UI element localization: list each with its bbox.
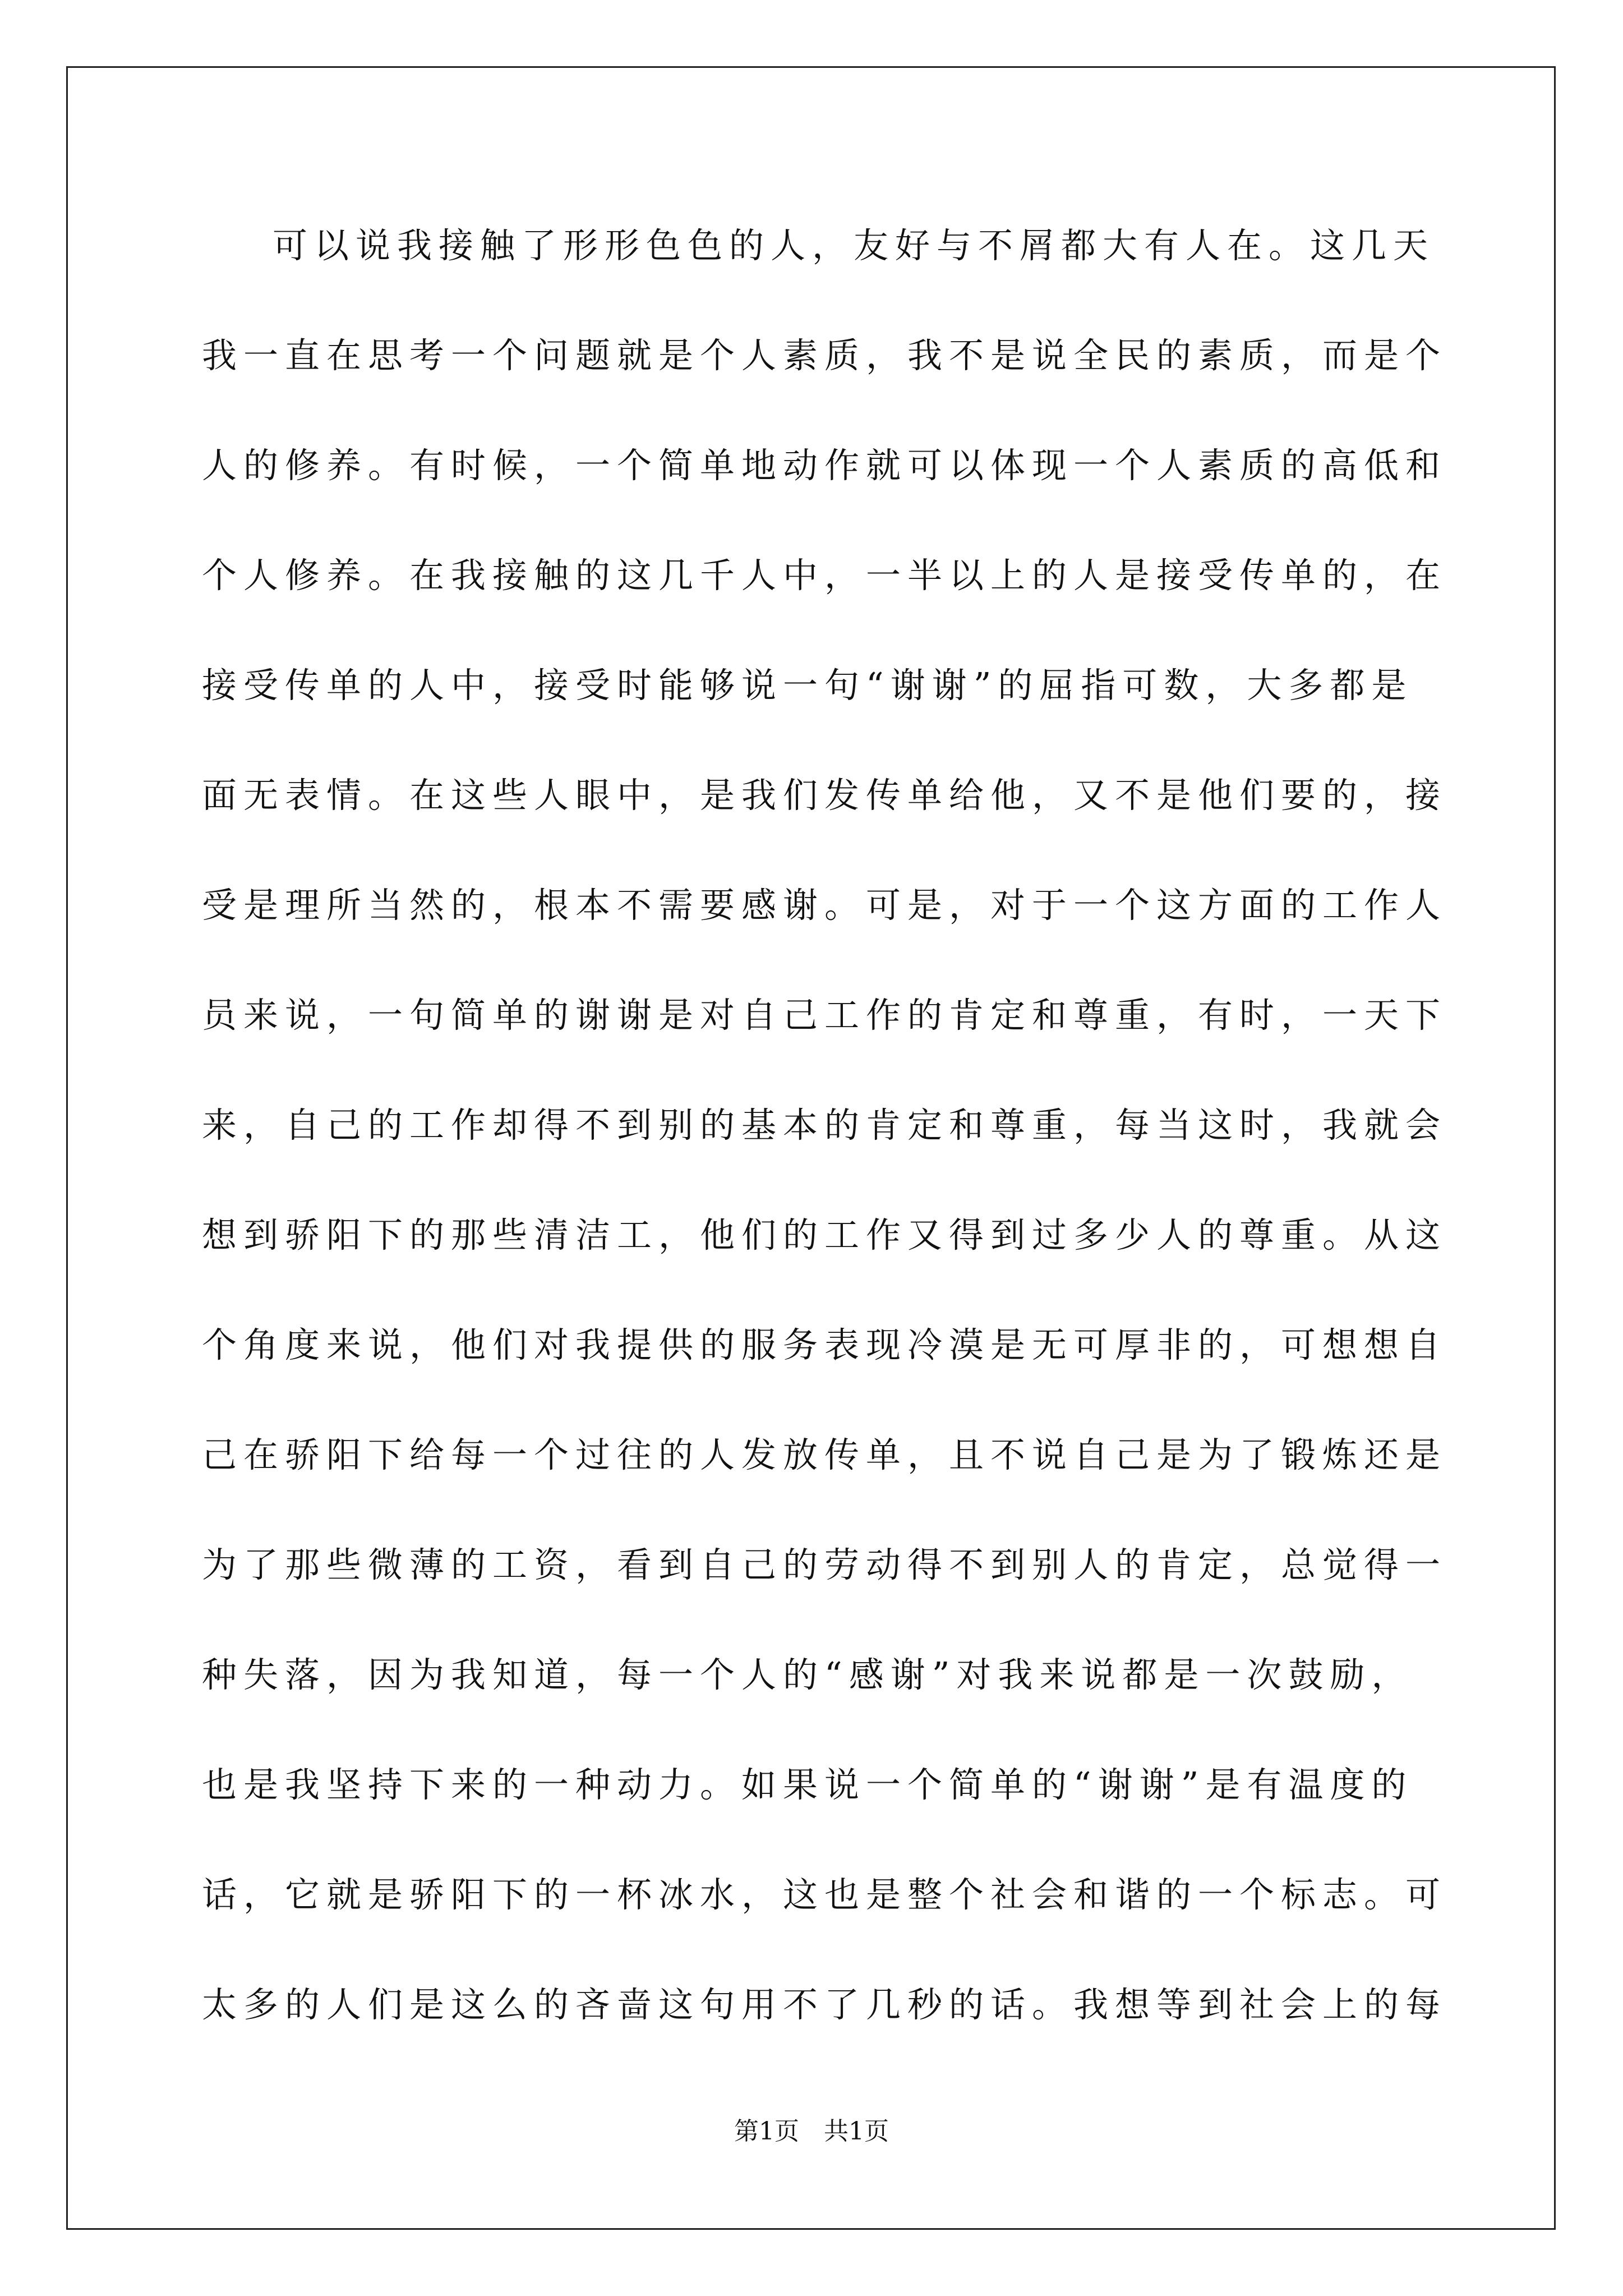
text-line: 为了那些微薄的工资，看到自己的劳动得不到别人的肯定，总觉得一 <box>202 1544 1447 1585</box>
text-line: 想到骄阳下的那些清洁工，他们的工作又得到过多少人的尊重。从这 <box>202 1214 1447 1255</box>
text-line: 面无表情。在这些人眼中，是我们发传单给他，又不是他们要的，接 <box>202 775 1447 816</box>
text-line: 己在骄阳下给每一个过往的人发放传单，且不说自己是为了锻炼还是 <box>202 1434 1447 1475</box>
text-line: 个角度来说，他们对我提供的服务表现冷漠是无可厚非的，可想想自 <box>202 1324 1447 1365</box>
text-line: 种失落，因为我知道，每一个人的“感谢”对我来说都是一次鼓励， <box>202 1654 1413 1695</box>
text-line: 也是我坚持下来的一种动力。如果说一个简单的“谢谢”是有温度的 <box>202 1764 1413 1805</box>
text-line: 我一直在思考一个问题就是个人素质，我不是说全民的素质，而是个 <box>202 335 1447 376</box>
text-line: 太多的人们是这么的吝啬这句用不了几秒的话。我想等到社会上的每 <box>202 1984 1447 2025</box>
text-line: 话，它就是骄阳下的一杯冰水，这也是整个社会和谐的一个标志。可 <box>202 1874 1447 1915</box>
text-line: 个人修养。在我接触的这几千人中，一半以上的人是接受传单的，在 <box>202 555 1447 596</box>
text-line: 受是理所当然的，根本不需要感谢。可是，对于一个这方面的工作人 <box>202 885 1447 926</box>
body-text <box>202 210 1447 2079</box>
text-line: 员来说，一句简单的谢谢是对自己工作的肯定和尊重，有时，一天下 <box>202 995 1447 1036</box>
text-line: 来，自己的工作却得不到别的基本的肯定和尊重，每当这时，我就会 <box>202 1105 1447 1145</box>
text-line: 接受传单的人中，接受时能够说一句“谢谢”的屈指可数，大多都是 <box>202 665 1413 706</box>
text-line: 可以说我接触了形形色色的人，友好与不屑都大有人在。这几天 <box>273 225 1435 266</box>
text-line: 人的修养。有时候，一个简单地动作就可以体现一个人素质的高低和 <box>202 445 1447 486</box>
page-number: 第1页 共1页 <box>734 2117 889 2146</box>
